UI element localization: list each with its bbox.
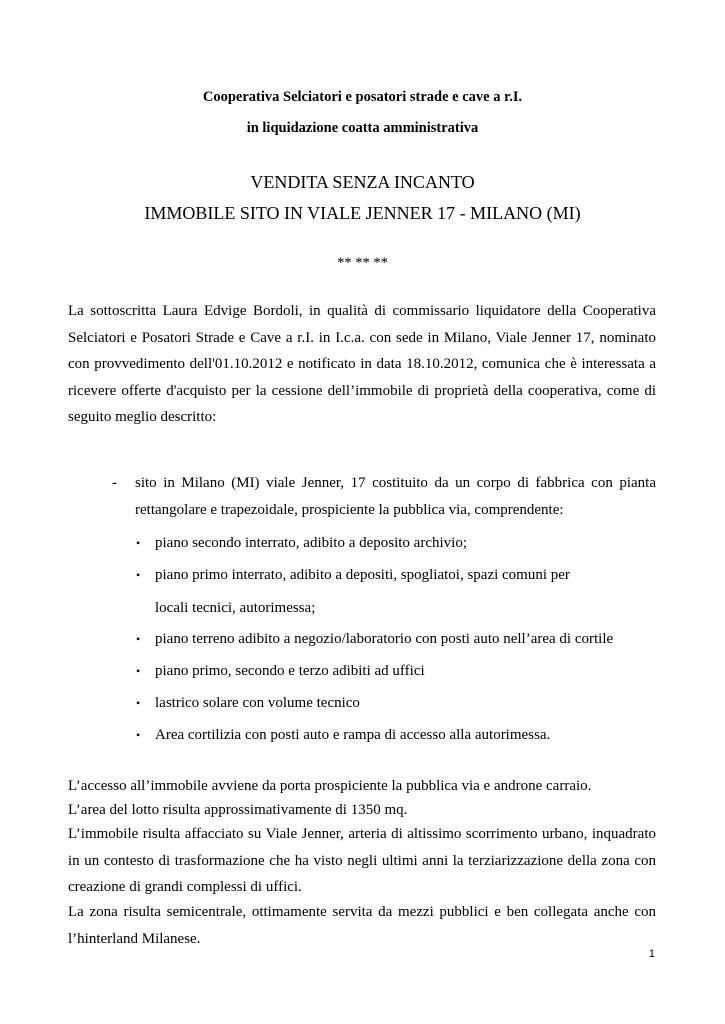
- list-item: [136, 562, 596, 625]
- title-line-2: IMMOBILE SITO IN VIALE JENNER 17 - MILANO (MI): [144, 203, 581, 223]
- main-list-item: [112, 470, 656, 523]
- title-line-1: VENDITA SENZA INCANTO: [250, 172, 475, 192]
- list-item: [136, 658, 656, 685]
- page-number: 1: [648, 948, 655, 960]
- list-item-text: piano primo, secondo e terzo adibiti ad uffici: [155, 663, 425, 679]
- list-item-text: piano terreno adibito a negozio/laboratorio con posti auto nell’area di cortile: [155, 631, 614, 647]
- paragraph-location: L’immobile risulta affacciato su Viale Jenner, arteria di altissimo scorrimento urbano, inquadrato in un contesto di trasformazione che ha visto negli ultimi anni la terziarizzazione della zona con creazione di grandi complessi di uffici.: [68, 826, 656, 895]
- bullet-marker: •: [136, 568, 141, 582]
- intro-paragraph: La sottoscritta Laura Edvige Bordoli, in qualità di commissario liquidatore della Cooperativa Selciatori e Posatori Strade e Cave a r.I. in I.c.a. con sede in Milano, Viale Jenner 17, nominato con provvedimento dell'01.10.2012 e notificato in data 18.10.2012, comunica che è interessata a ricevere offerte d'acquisto per la cessione dell’immobile di proprietà della cooperativa, come di seguito meglio descritto:: [68, 303, 656, 425]
- bullet-marker: •: [136, 696, 141, 710]
- header-line-2: in liquidazione coatta amministrativa: [246, 120, 479, 136]
- separator: ** ** **: [337, 255, 388, 271]
- list-item-text: Area cortilizia con posti auto e rampa di accesso alla autorimessa.: [155, 727, 551, 743]
- paragraph-zone: La zona risulta semicentrale, ottimamente servita da mezzi pubblici e ben collegata anche con l’hinterland Milanese.: [68, 904, 656, 947]
- list-item: [136, 626, 656, 653]
- bullet-marker: •: [136, 728, 141, 742]
- main-list-item-text: sito in Milano (MI) viale Jenner, 17 costituito da un corpo di fabbrica con pianta rettangolare e trapezoidale, prospiciente la pubblica via, comprendente:: [135, 475, 656, 518]
- bullet-marker: •: [136, 632, 141, 646]
- paragraph-area: L’area del lotto risulta approssimativamente di 1350 mq.: [68, 802, 408, 818]
- header-line-1: Cooperativa Selciatori e posatori strade e cave a r.I.: [202, 89, 523, 105]
- list-item-text: piano primo interrato, adibito a depositi, spogliatoi, spazi comuni per locali tecnici, autorimessa;: [155, 567, 570, 616]
- list-item: [136, 722, 656, 749]
- paragraph-access: L’accesso all’immobile avviene da porta prospiciente la pubblica via e androne carraio.: [68, 778, 592, 794]
- bullet-marker: •: [136, 664, 141, 678]
- list-item-text: lastrico solare con volume tecnico: [155, 695, 360, 711]
- dash-marker: -: [112, 475, 117, 491]
- list-item: [136, 690, 656, 717]
- list-item-text: piano secondo interrato, adibito a deposito archivio;: [155, 535, 467, 551]
- list-item: [136, 530, 656, 557]
- bullet-marker: •: [136, 536, 141, 550]
